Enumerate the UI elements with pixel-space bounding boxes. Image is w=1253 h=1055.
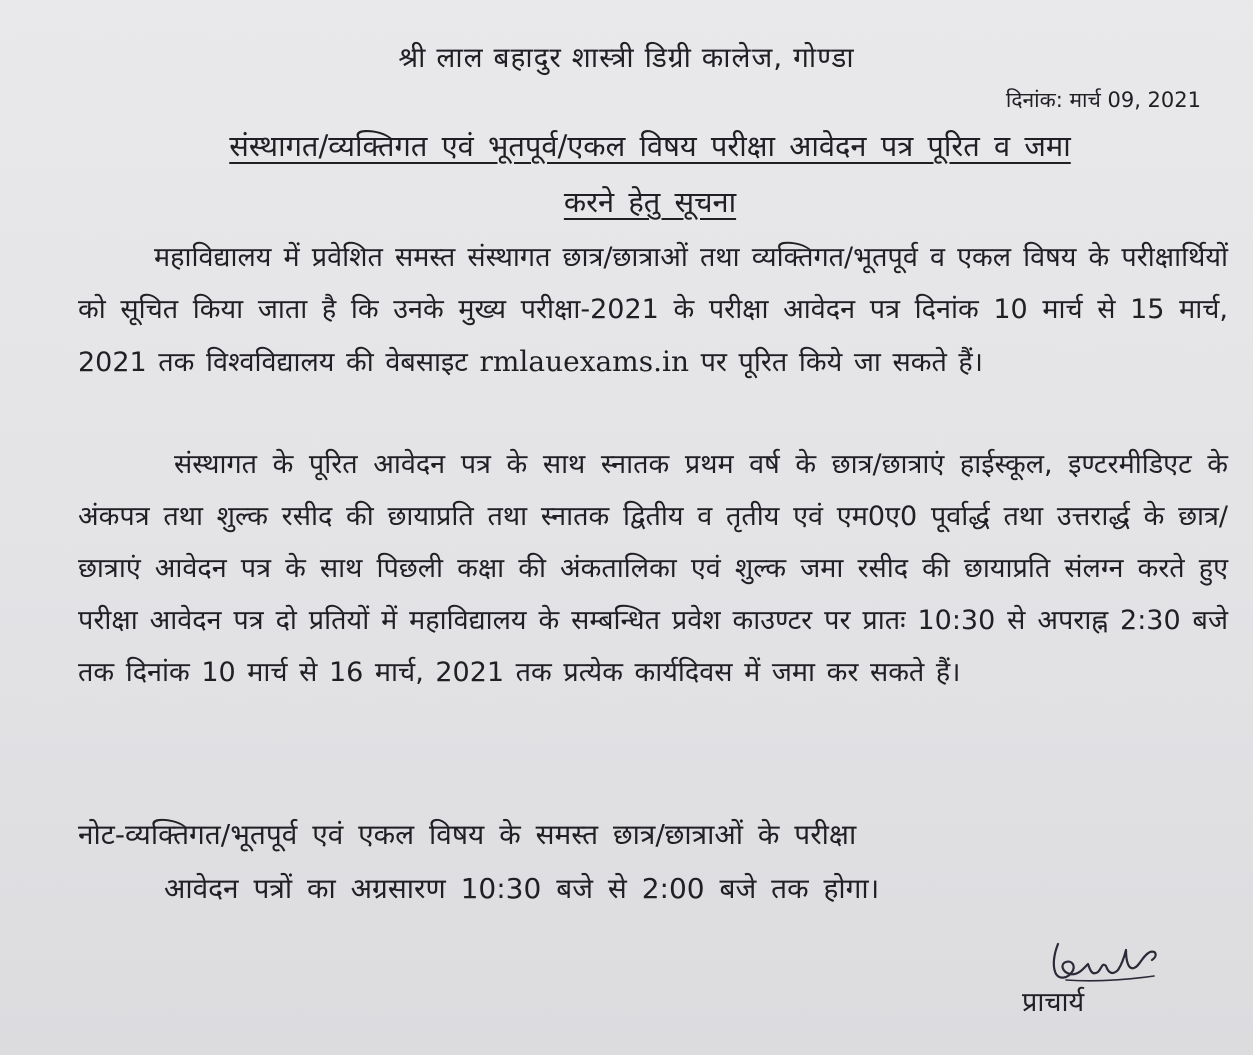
paragraph-submission-instructions: संस्थागत के पूरित आवेदन पत्र के साथ स्नातक प्रथम वर्ष के छात्र/छात्राएं हाईस्कूल, इण्टरमीडिएट के अंकपत्र तथा शुल्क रसीद की छायाप्रति तथा स्नातक द्वितीय व तृतीय एवं एम0ए0 पूर्वार्द्ध तथा उत्तरार्द्ध के छात्र/छात्राएं आवेदन पत्र के साथ पिछली कक्षा की अंकतालिका एवं शुल्क जमा रसीद की छायाप्रति संलग्न करते हुए परीक्षा आवेदन पत्र दो प्रतियों में महाविद्यालय के सम्बन्धित प्रवेश काउण्टर पर प्रातः 10:30 से अपराह्न 2:30 बजे तक दिनांक 10 मार्च से 16 मार्च, 2021 तक प्रत्येक कार्यदिवस में जमा कर सकते हैं। — [78, 449, 1228, 688]
college-name: श्री लाल बहादुर शास्त्री डिग्री कालेज, गोण्डा — [398, 41, 855, 74]
paragraph1-text-before-url: महाविद्यालय में प्रवेशित समस्त संस्थागत छात्र/छात्राओं तथा व्यक्तिगत/भूतपूर्व व एकल विषय के परीक्षार्थियों को सूचित किया जाता है कि उनके मुख्य परीक्षा-2021 के परीक्षा आवेदन पत्र दिनांक 10 मार्च से 15 मार्च, 2021 तक विश्वविद्यालय की वेबसाइट — [78, 242, 1228, 378]
principal-title: प्राचार्य — [1022, 987, 1085, 1018]
note-section — [78, 808, 1228, 916]
note-line2: आवेदन पत्रों का अग्रसारण 10:30 बजे से 2:00 बजे तक होगा। — [164, 872, 880, 905]
note-line1: नोट-व्यक्तिगत/भूतपूर्व एवं एकल विषय के समस्त छात्र/छात्राओं के परीक्षा — [78, 818, 857, 851]
notice-heading-line2: करने हेतु सूचना — [563, 185, 737, 219]
notice-date: दिनांक: मार्च 09, 2021 — [1005, 88, 1201, 112]
paragraph1-text-after-url: पर पूरित किये जा सकते हैं। — [688, 347, 983, 378]
notice-heading-line1: संस्थागत/व्यक्तिगत एवं भूतपूर्व/एकल विषय परीक्षा आवेदन पत्र पूरित व जमा — [229, 129, 1071, 163]
paragraph-online-application — [78, 232, 1228, 389]
website-url: rmlauexams.in — [479, 345, 689, 378]
